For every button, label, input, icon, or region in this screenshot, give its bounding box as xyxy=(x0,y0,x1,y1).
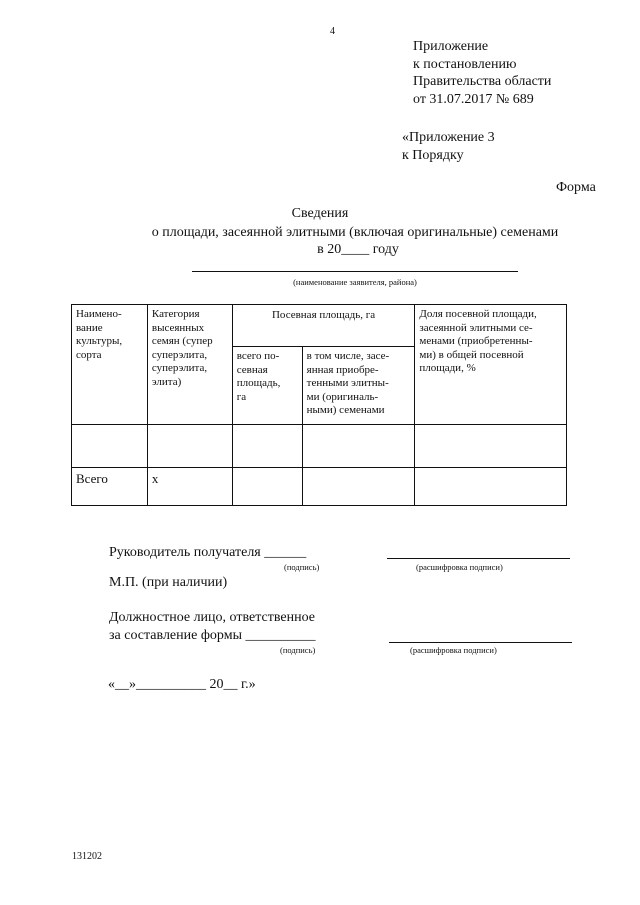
appendix-line: от 31.07.2017 № 689 xyxy=(413,91,534,107)
appendix-order-block xyxy=(402,129,495,164)
table-cell[interactable] xyxy=(232,425,302,468)
page-number: 4 xyxy=(330,26,335,37)
official-decode-line[interactable] xyxy=(389,642,572,643)
head-signature-label: Руководитель получателя ______ xyxy=(109,545,307,560)
signature-caption: (подпись) xyxy=(284,562,320,572)
header-total-area: всего по- севная площадь, га xyxy=(232,347,302,425)
official-label: Должностное лицо, ответственное xyxy=(109,610,315,625)
appendix-order-line: «Приложение 3 xyxy=(402,130,495,145)
table-cell[interactable] xyxy=(72,425,148,468)
header-category: Категория высеянных семян (супер суперэлита, суперэлита, элита) xyxy=(147,305,232,425)
table-cell[interactable] xyxy=(302,468,415,506)
appendix-line: Правительства области xyxy=(413,74,552,89)
applicant-caption: (наименование заявителя, района) xyxy=(293,277,417,287)
footer-code: 131202 xyxy=(72,851,102,862)
signature-caption: (подпись) xyxy=(280,645,316,655)
table-cell[interactable] xyxy=(147,425,232,468)
table-cell[interactable] xyxy=(415,425,567,468)
official-label-form: за составление формы __________ xyxy=(109,628,316,643)
form-label: Форма xyxy=(556,180,596,195)
decode-caption: (расшифровка подписи) xyxy=(416,562,503,572)
table-row xyxy=(72,425,567,468)
appendix-line: Приложение xyxy=(413,39,489,54)
date-field[interactable]: «__»__________ 20__ г.» xyxy=(108,677,256,692)
header-elite-area: в том числе, засе- янная приобре- тенными элитны- ми (оригиналь- ными) семенами xyxy=(302,347,415,425)
head-decode-line[interactable] xyxy=(387,558,570,559)
header-sown-area: Посевная площадь, га xyxy=(232,305,415,347)
area-table xyxy=(71,304,567,506)
total-label: Всего xyxy=(72,468,148,506)
appendix-line: к постановлению xyxy=(413,56,517,72)
total-row xyxy=(72,468,567,506)
table-cell[interactable] xyxy=(415,468,567,506)
title-year: в 20____ году xyxy=(317,242,399,257)
applicant-field-line[interactable] xyxy=(192,271,518,272)
table-cell[interactable] xyxy=(302,425,415,468)
appendix-order-line: к Порядку xyxy=(402,147,464,163)
stamp-label: М.П. (при наличии) xyxy=(109,575,228,590)
title-subheading: о площади, засеянной элитными (включая оригинальные) семенами xyxy=(151,225,559,240)
table-cell[interactable] xyxy=(232,468,302,506)
appendix-block xyxy=(413,38,551,108)
total-cross: х xyxy=(147,468,232,506)
decode-caption: (расшифровка подписи) xyxy=(410,645,497,655)
header-share: Доля посевной площади, засеянной элитными се- менами (приобретенны- ми) в общей посевной площади, % xyxy=(415,305,567,425)
title-heading: Сведения xyxy=(291,206,349,221)
header-culture: Наимено- вание культуры, сорта xyxy=(72,305,148,425)
